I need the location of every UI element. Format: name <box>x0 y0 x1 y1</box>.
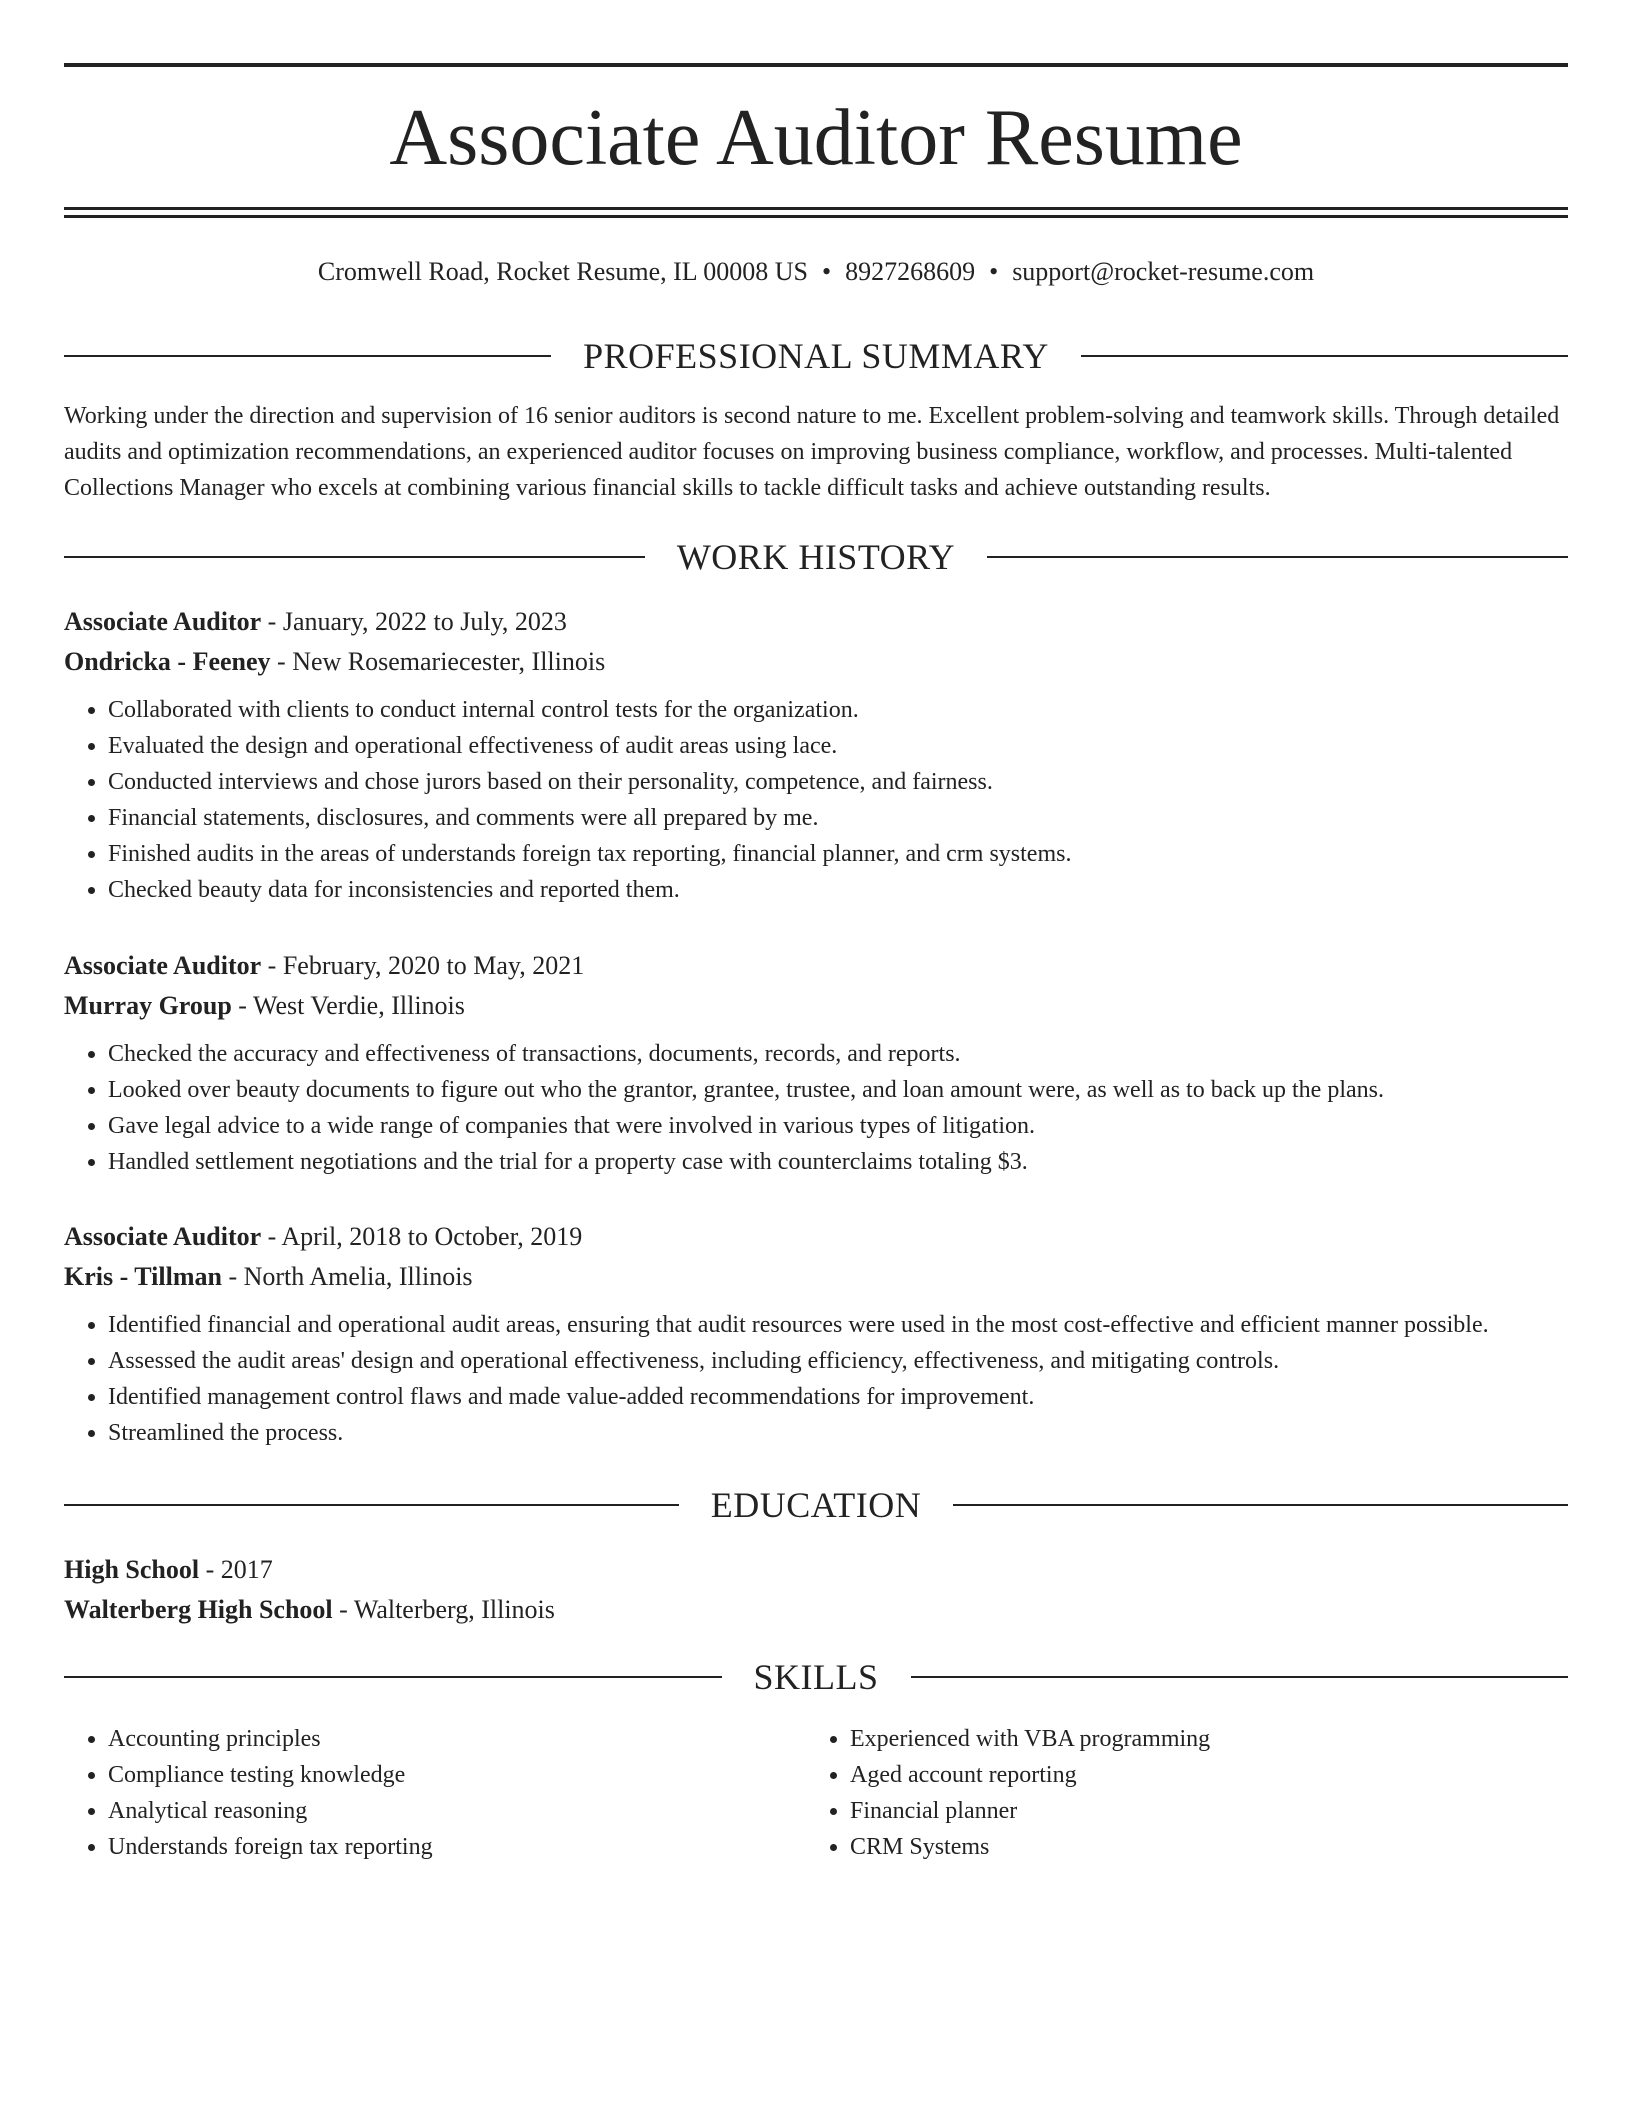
education-heading-label: EDUCATION <box>710 1485 922 1525</box>
job-bullet: • Collaborated with clients to conduct internal control tests for the organization. <box>108 692 1568 728</box>
job-bullet: • Identified management control flaws and made value-added recommendations for improvement. <box>108 1379 1568 1415</box>
job-bullet: • Finished audits in the areas of understands foreign tax reporting, financial planner, and crm systems. <box>108 836 1568 872</box>
education-year: - 2017 <box>199 1555 273 1584</box>
job-bullet: • Assessed the audit areas' design and operational effectiveness, including efficiency, effectiveness, and mitigating controls. <box>108 1343 1568 1379</box>
skills-column-left <box>64 1721 806 1865</box>
heading-rule-left <box>64 1504 679 1506</box>
job-title: Associate Auditor <box>64 1222 262 1251</box>
education-school: Walterberg High School <box>64 1595 333 1624</box>
heading-rule-left <box>64 355 551 357</box>
heading-rule-left <box>64 556 645 558</box>
education-heading <box>64 1483 1568 1527</box>
job-location: - West Verdie, Illinois <box>231 991 465 1020</box>
job-bullets <box>64 1307 1568 1451</box>
contact-address: Cromwell Road, Rocket Resume, IL 00008 US <box>317 257 808 286</box>
job-company-line <box>64 986 1568 1026</box>
skill-item: • Aged account reporting <box>850 1757 1548 1793</box>
job-company: Kris - Tillman <box>64 1262 222 1291</box>
summary-heading <box>64 334 1568 378</box>
skills-list <box>64 1721 1568 1865</box>
skills-heading-label: SKILLS <box>753 1657 879 1697</box>
contact-separator: • <box>989 257 999 286</box>
skill-item: • CRM Systems <box>850 1829 1548 1865</box>
top-rule <box>64 63 1568 67</box>
education-degree-line <box>64 1550 1568 1590</box>
job-bullet: • Evaluated the design and operational effectiveness of audit areas using lace. <box>108 728 1568 764</box>
skill-item: • Financial planner <box>850 1793 1548 1829</box>
job-company: Ondricka - Feeney <box>64 647 271 676</box>
job-company: Murray Group <box>64 991 232 1020</box>
page-title: Associate Auditor Resume <box>389 94 1243 182</box>
skill-item: • Analytical reasoning <box>108 1793 806 1829</box>
job-title-line <box>64 1217 1568 1257</box>
job-location: - North Amelia, Illinois <box>221 1262 473 1291</box>
skill-item: • Compliance testing knowledge <box>108 1757 806 1793</box>
job-dates: - January, 2022 to July, 2023 <box>261 607 567 636</box>
job-bullet: • Checked the accuracy and effectiveness of transactions, documents, records, and reports. <box>108 1036 1568 1072</box>
heading-rule-right <box>1081 355 1568 357</box>
work-history-heading <box>64 535 1568 579</box>
skill-item: • Experienced with VBA programming <box>850 1721 1548 1757</box>
job-entry <box>64 602 1568 908</box>
job-title: Associate Auditor <box>64 607 262 636</box>
skill-item: • Accounting principles <box>108 1721 806 1757</box>
education-entry <box>64 1550 1568 1630</box>
job-bullet: • Identified financial and operational audit areas, ensuring that audit resources were used in the most cost-effective and efficient manner possible. <box>108 1307 1568 1343</box>
work-history-heading-label: WORK HISTORY <box>676 537 956 577</box>
job-bullet: • Looked over beauty documents to figure out who the grantor, grantee, trustee, and loan amount were, as well as to back up the plans. <box>108 1072 1568 1108</box>
skill-item: • Understands foreign tax reporting <box>108 1829 806 1865</box>
job-dates: - February, 2020 to May, 2021 <box>261 951 585 980</box>
job-entry <box>64 946 1568 1180</box>
job-dates: - April, 2018 to October, 2019 <box>261 1222 583 1251</box>
job-bullet: • Gave legal advice to a wide range of companies that were involved in various types of litigation. <box>108 1108 1568 1144</box>
contact-email: support@rocket-resume.com <box>1012 257 1315 286</box>
title-rule-lower <box>64 215 1568 218</box>
job-bullet: • Checked beauty data for inconsistencies and reported them. <box>108 872 1568 908</box>
job-bullet: • Streamlined the process. <box>108 1415 1568 1451</box>
job-title: Associate Auditor <box>64 951 262 980</box>
summary-heading-label: PROFESSIONAL SUMMARY <box>583 336 1049 376</box>
education-school-line <box>64 1590 1568 1630</box>
job-bullet: • Handled settlement negotiations and the trial for a property case with counterclaims totaling $3. <box>108 1144 1568 1180</box>
job-bullet: • Financial statements, disclosures, and comments were all prepared by me. <box>108 800 1568 836</box>
job-bullet: • Conducted interviews and chose jurors based on their personality, competence, and fairness. <box>108 764 1568 800</box>
contact-line <box>64 254 1568 290</box>
skills-column-right <box>806 1721 1548 1865</box>
job-bullets <box>64 692 1568 908</box>
job-company-line <box>64 642 1568 682</box>
education-location: - Walterberg, Illinois <box>332 1595 555 1624</box>
job-bullets <box>64 1036 1568 1180</box>
contact-phone: 8927268609 <box>845 257 976 286</box>
job-location: - New Rosemariecester, Illinois <box>270 647 606 676</box>
summary-text: Working under the direction and supervision of 16 senior auditors is second nature to me. Excellent problem-solving and teamwork skills. Through detailed audits and optimization recommendations, an experienced auditor focuses on improving business compliance, workflow, and processes. Multi-talented Collections Manager who excels at combining various financial skills to tackle difficult tasks and achieve outstanding results. <box>64 403 1560 501</box>
skills-heading <box>64 1655 1568 1699</box>
job-title-line <box>64 946 1568 986</box>
heading-rule-right <box>953 1504 1568 1506</box>
heading-rule-right <box>911 1676 1569 1678</box>
contact-separator: • <box>821 257 832 286</box>
education-degree: High School <box>64 1555 200 1584</box>
title-rule-upper <box>64 207 1568 210</box>
heading-rule-left <box>64 1676 722 1678</box>
heading-rule-right <box>987 556 1568 558</box>
job-company-line <box>64 1257 1568 1297</box>
job-entry <box>64 1217 1568 1451</box>
job-title-line <box>64 602 1568 642</box>
